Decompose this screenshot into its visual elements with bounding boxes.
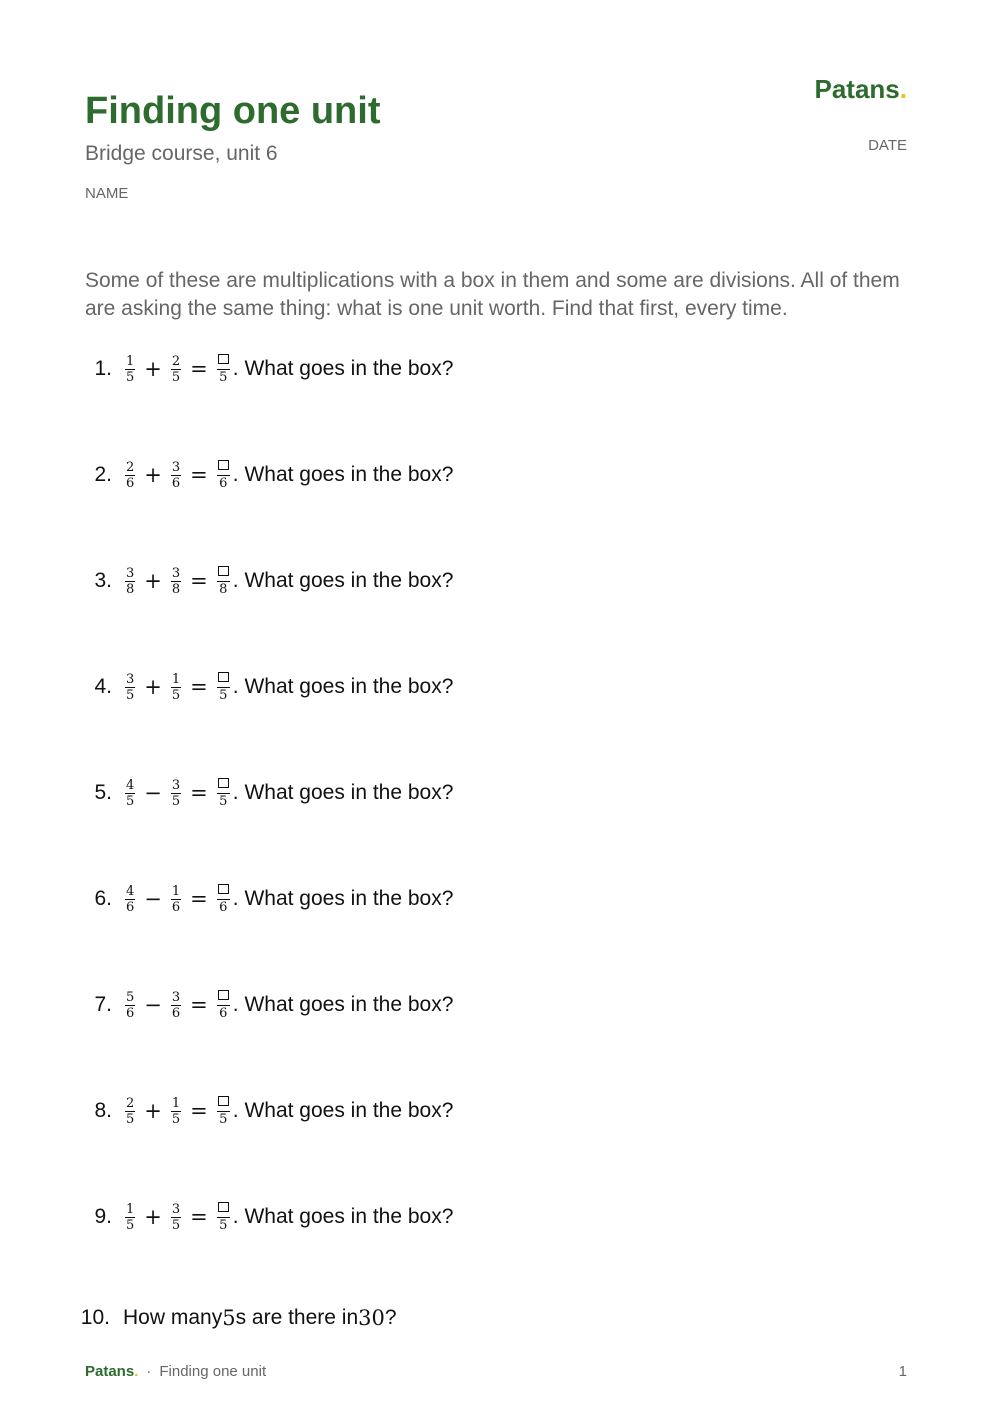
question-item [80,1195,780,1239]
question-number: 6. [94,887,112,910]
question-10 [80,1306,397,1330]
numerator: 3 [171,565,181,581]
page-title: Finding one unit [85,90,381,132]
question-item [80,453,780,497]
numerator: 5 [126,989,135,1005]
question-equation [123,672,232,702]
fraction-result [217,354,230,384]
question-value-2: 30 [358,1306,385,1330]
question-number: 8. [94,1099,112,1122]
question-equation [123,1202,232,1232]
answer-box [217,884,230,900]
denominator: 5 [171,687,181,703]
operator: + [144,1099,162,1123]
answer-box [217,566,230,582]
page-subtitle: Bridge course, unit 6 [85,142,278,165]
question-equation [123,566,232,596]
answer-box [217,354,230,370]
question-number: 10. [80,1306,110,1329]
fraction-b [171,779,181,808]
fraction-b [171,355,181,384]
fraction-a [125,1203,135,1232]
question-prompt: . What goes in the box? [232,463,454,486]
numerator: 1 [171,671,181,687]
operator: − [144,887,162,911]
operator: + [144,569,162,593]
operator: + [144,463,162,487]
denominator: 6 [171,475,181,491]
question-prompt: . What goes in the box? [232,1205,454,1228]
numerator: 2 [126,1095,135,1111]
denominator: 6 [171,1005,181,1021]
numerator: 2 [126,459,135,475]
equals-sign: = [190,463,208,487]
denominator: 6 [171,899,181,915]
question-equation [123,1096,232,1126]
empty-box-icon [218,1096,229,1106]
footer-brand-text: Patans [85,1363,135,1380]
numerator: 3 [171,777,181,793]
denominator: 6 [126,899,135,915]
answer-box [217,778,230,794]
denominator: 5 [171,369,181,385]
empty-box-icon [218,354,229,364]
fraction-b [171,461,181,490]
question-equation [123,990,232,1020]
question-prompt: . What goes in the box? [232,781,454,804]
fraction-b [171,567,181,596]
fraction-b [171,885,181,914]
fraction-result [217,460,230,490]
question-number: 5. [94,781,112,804]
instructions: Some of these are multiplications with a box in them and some are divisions. All of them are asking the same thing: what is one unit worth. Find that first, every time. [85,269,900,320]
numerator: 2 [171,353,181,369]
question-equation [123,884,232,914]
question-equation [123,460,232,490]
question-number: 4. [94,675,112,698]
empty-box-icon [218,990,229,1000]
equals-sign: = [190,887,208,911]
denominator: 5 [171,1111,181,1127]
numerator: 3 [171,1201,181,1217]
numerator: 4 [126,777,135,793]
equals-sign: = [190,675,208,699]
fraction-a [125,779,135,808]
numerator: 3 [126,565,135,581]
page-number: 1 [898,1363,907,1380]
fraction-a [125,1097,135,1126]
question-prompt: . What goes in the box? [232,357,454,380]
operator: + [144,1205,162,1229]
question-prompt: . What goes in the box? [232,1099,454,1122]
answer-box [217,1202,230,1218]
fraction-b [171,1097,181,1126]
brand-logo-dot: . [899,74,907,104]
question-equation [123,354,232,384]
footer [85,1363,266,1380]
brand-logo [815,74,908,105]
question-item [80,665,780,709]
operator: + [144,675,162,699]
numerator: 3 [126,671,135,687]
denominator: 5 [126,1111,135,1127]
denominator: 5 [219,1112,228,1127]
fraction-b [171,991,181,1020]
operator: − [144,993,162,1017]
question-value-1: 5 [222,1306,236,1330]
question-item [80,559,780,603]
question-prompt: . What goes in the box? [232,569,454,592]
footer-separator: · [146,1363,152,1380]
denominator: 6 [126,475,135,491]
empty-box-icon [218,884,229,894]
fraction-result [217,672,230,702]
operator: + [144,357,162,381]
fraction-b [171,1203,181,1232]
answer-box [217,672,230,688]
denominator: 5 [171,793,181,809]
fraction-result [217,990,230,1020]
question-item [80,1089,780,1133]
equals-sign: = [190,993,208,1017]
question-text-part2: s are there in [235,1306,359,1329]
answer-box [217,990,230,1006]
question-text-part1: How many [123,1306,223,1329]
fraction-result [217,566,230,596]
denominator: 8 [126,581,135,597]
denominator: 5 [171,1217,181,1233]
fraction-a [125,567,135,596]
denominator: 5 [219,794,228,809]
question-number: 7. [94,993,112,1016]
question-prompt: . What goes in the box? [232,675,454,698]
answer-box [217,460,230,476]
denominator: 5 [126,687,135,703]
answer-box [217,1096,230,1112]
numerator: 1 [126,353,135,369]
footer-title: Finding one unit [159,1363,267,1380]
equals-sign: = [190,1205,208,1229]
denominator: 6 [219,1006,228,1021]
equals-sign: = [190,569,208,593]
fraction-a [125,355,135,384]
numerator: 1 [126,1201,135,1217]
fraction-result [217,778,230,808]
denominator: 5 [126,369,135,385]
question-prompt: . What goes in the box? [232,887,454,910]
fraction-a [125,673,135,702]
empty-box-icon [218,566,229,576]
equals-sign: = [190,781,208,805]
question-item [80,347,780,391]
denominator: 8 [171,581,181,597]
fraction-a [125,885,135,914]
numerator: 3 [171,459,181,475]
date-label: DATE [868,137,907,154]
numerator: 4 [126,883,135,899]
question-equation [123,778,232,808]
question-prompt: . What goes in the box? [232,993,454,1016]
numerator: 1 [171,1095,181,1111]
question-number: 1. [94,357,112,380]
empty-box-icon [218,460,229,470]
footer-brand-dot: . [134,1363,139,1380]
question-text-part3: ? [384,1306,397,1329]
empty-box-icon [218,1202,229,1212]
denominator: 6 [219,900,228,915]
fraction-result [217,884,230,914]
denominator: 8 [219,582,228,597]
denominator: 5 [126,793,135,809]
question-item [80,877,780,921]
denominator: 5 [219,688,228,703]
footer-brand [85,1363,138,1380]
denominator: 5 [219,370,228,385]
numerator: 3 [171,989,181,1005]
fraction-result [217,1096,230,1126]
denominator: 6 [219,476,228,491]
question-item [80,771,780,815]
denominator: 6 [126,1005,135,1021]
fraction-result [217,1202,230,1232]
fraction-a [125,991,135,1020]
question-number: 3. [94,569,112,592]
operator: − [144,781,162,805]
fraction-a [125,461,135,490]
numerator: 1 [171,883,181,899]
question-number: 9. [94,1205,112,1228]
equals-sign: = [190,357,208,381]
denominator: 5 [219,1218,228,1233]
question-number: 2. [94,463,112,486]
empty-box-icon [218,672,229,682]
fraction-b [171,673,181,702]
name-label: NAME [85,185,129,202]
question-item [80,983,780,1027]
denominator: 5 [126,1217,135,1233]
brand-logo-text: Patans [814,74,900,104]
empty-box-icon [218,778,229,788]
equals-sign: = [190,1099,208,1123]
